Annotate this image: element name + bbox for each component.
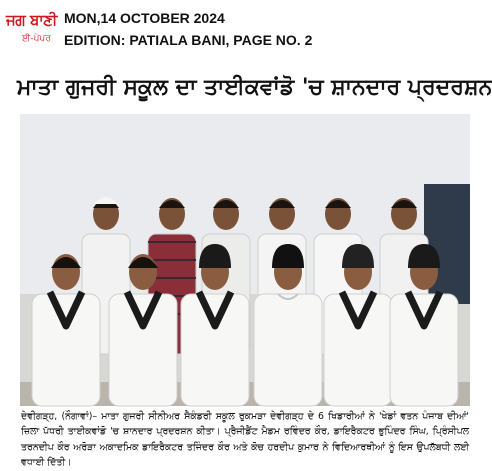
- athlete-body: [32, 294, 100, 406]
- athlete-body: [254, 294, 322, 406]
- article-body: ਦੇਵੀਗੜ੍ਹ, (ਨੌਗਾਵਾਂ)– ਮਾਤਾ ਗੁਜਰੀ ਸੀਨੀਅਰ ਸੈਕੰਡਰੀ ਸਕੂਲ ਰੁਕਮੜਾ ਦੇਵੀਗੜ੍ਹ ਦੇ 6 ਖਿਡਾਰੀਆਂ ਨੇ 'ਖੇਡਾਂ ਵਤਨ ਪੰਜਾਬ ਦੀਆਂ' ਜ਼ਿਲਾ ਪੱਧਰੀ ਤਾਈਕਵਾਂਡੋ 'ਚ ਸ਼ਾਨਦਾਰ ਪ੍ਰਦਰਸ਼ਨ ਕੀਤਾ। ਪ੍ਰੈਜੀਡੈਂਟ ਮੈਡਮ ਰਵਿੰਦਰ ਕੌਰ, ਡਾਇਰੈਕਟਰ ਭੁਪਿੰਦਰ ਸਿੰਘ, ਪ੍ਰਿੰਸੀਪਲ ਤਰਨਦੀਪ ਕੌਰ ਅਰੋੜਾ ਅਕਾਦਮਿਕ ਡਾਇਰੈਕਟਰ ਤਜਿੰਦਰ ਕੌਰ ਅਤੇ ਕੋਚ ਹਰਦੀਪ ਕੁਮਾਰ ਨੇ ਵਿਦਿਆਰਥੀਆਂ ਨੂੰ ਇਸ ਉਪਲੱਬਧੀ ਲਈ ਵਧਾਈ ਦਿੱਤੀ।: [21, 411, 469, 469]
- date-line: MON,14 OCTOBER 2024: [64, 10, 225, 26]
- athlete-body: [390, 294, 458, 406]
- athlete-body: [181, 294, 249, 406]
- team-photo: [20, 114, 470, 406]
- article-headline: ਮਾਤਾ ਗੁਜਰੀ ਸਕੂਲ ਦਾ ਤਾਈਕਵਾਂਡੋ 'ਚ ਸ਼ਾਨਦਾਰ ਪ੍ਰਦਰਸ਼ਨ: [17, 75, 492, 100]
- masthead-header: [0, 0, 489, 56]
- logo-subtitle: ਈ-ਪੇਪਰ: [22, 34, 51, 44]
- edition-line: EDITION: PATIALA BANI, PAGE NO. 2: [64, 32, 313, 48]
- athlete-body: [324, 294, 392, 406]
- logo-wordmark: ਜਗ ਬਾਣੀ: [6, 11, 57, 29]
- athlete-body: [109, 294, 177, 406]
- team-photo-illustration: [20, 114, 470, 406]
- edition-info: [64, 7, 484, 51]
- news-clipping: [17, 62, 492, 469]
- jagbani-logo[interactable]: [6, 8, 58, 52]
